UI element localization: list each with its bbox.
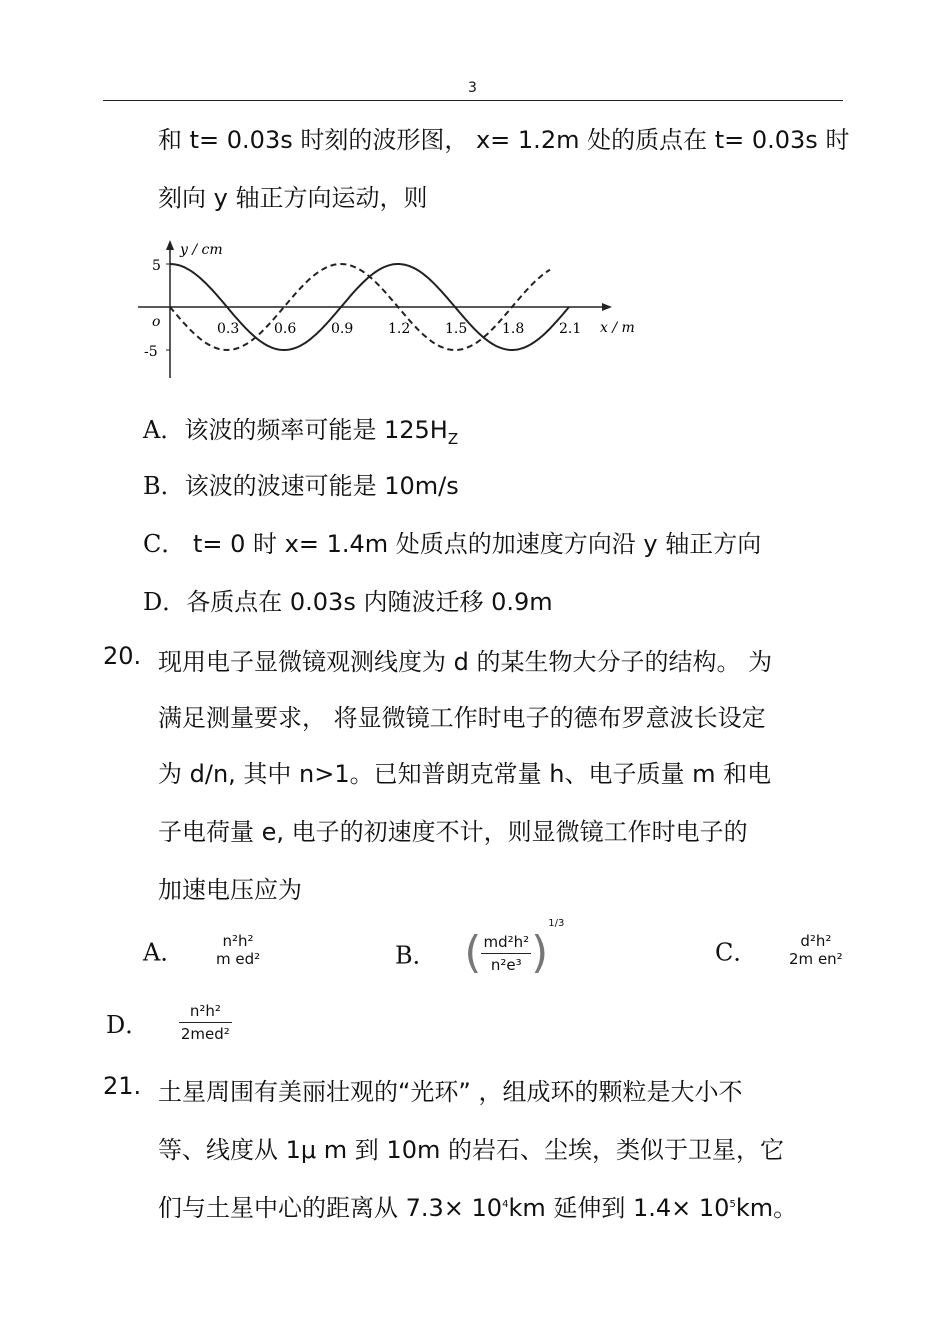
q20-option-a[interactable] [143, 932, 262, 968]
q20-text-line-5: 加速电压应为 [158, 876, 302, 904]
q20-text-line-3: 为 d/n, 其中 n>1。已知普朗克常量 h、电子质量 m 和电 [158, 760, 772, 788]
q21-text-line-3 [158, 1188, 797, 1223]
origin-label: o [152, 314, 161, 330]
option-text: t= 0 时 x= 1.4m 处质点的加速度方向沿 y 轴正方向 [185, 530, 762, 558]
x-ticks [217, 321, 581, 337]
q20-text-line-2: 满足测量要求， 将显微镜工作时电子的德布罗意波长设定 [158, 704, 766, 732]
x-tick-label: 1.5 [445, 321, 468, 337]
x-tick-label: 0.6 [274, 321, 297, 337]
option-letter: B． [395, 941, 437, 970]
denominator: n²e³ [490, 955, 522, 974]
numerator: n²h² [189, 1002, 221, 1020]
x-tick-label: 1.2 [388, 321, 411, 337]
option-letter: A． [143, 938, 185, 967]
x-axis-label: x / m [600, 320, 635, 336]
fraction-bar [481, 953, 531, 954]
fraction [481, 933, 531, 974]
q21-text-line-2: 等、线度从 1μ m 到 10m 的岩石、尘埃，类似于卫星，它 [158, 1136, 784, 1164]
text-segment: 们与土星中心的距离从 7.3× 10 [158, 1194, 503, 1222]
q19-option-a[interactable] [143, 410, 458, 448]
option-letter: C． [143, 530, 186, 558]
x-tick-label: 0.9 [331, 321, 354, 337]
denominator: 2med² [180, 1025, 230, 1043]
option-subscript: Z [447, 429, 459, 448]
q19-option-c[interactable] [143, 524, 761, 559]
superscript: 4 [502, 1199, 509, 1210]
q20-number: 20. [103, 642, 142, 670]
q19-option-b[interactable] [143, 466, 459, 501]
option-letter: D． [106, 1011, 150, 1039]
numerator: md²h² [483, 932, 530, 951]
y-tick-neg5: -5 [144, 344, 158, 360]
q20-option-d[interactable] [106, 1002, 232, 1043]
fraction [179, 1002, 232, 1043]
y-tick-5: 5 [152, 258, 161, 274]
q19-option-d[interactable] [143, 582, 553, 617]
option-letter: C． [715, 938, 758, 967]
x-tick-label: 2.1 [559, 321, 582, 337]
q21-number: 21. [103, 1072, 142, 1100]
text-segment: km 延伸到 1.4× 10 [508, 1194, 730, 1222]
y-axis-arrow [166, 240, 174, 250]
right-paren: ) [531, 927, 549, 978]
option-text: 该波的频率可能是 125H [184, 416, 448, 444]
x-tick-label: 1.8 [502, 321, 525, 337]
q21-text-line-1: 土星周围有美丽壮观的“光环” ，组成环的颗粒是大小不 [158, 1078, 743, 1106]
option-letter: A． [143, 416, 185, 444]
page-number: 3 [468, 80, 477, 96]
q20-text-line-1: 现用电子显微镜观测线度为 d 的某生物大分子的结构。 为 [158, 648, 773, 676]
exponent: 1/3 [548, 918, 565, 929]
header-rule [103, 100, 843, 101]
q20-option-c[interactable] [715, 932, 845, 968]
q20-option-b[interactable] [395, 918, 565, 978]
y-axis-label: y / cm [180, 242, 223, 258]
q20-text-line-4: 子电荷量 e, 电子的初速度不计，则显微镜工作时电子的 [158, 818, 748, 846]
wave-figure [130, 236, 650, 386]
option-letter: B． [143, 472, 185, 500]
fraction [787, 932, 845, 968]
q19-text-line-1: 和 t= 0.03s 时刻的波形图， x= 1.2m 处的质点在 t= 0.03s 时 [158, 126, 850, 154]
superscript: 5 [729, 1199, 736, 1210]
denominator: m ed² [215, 950, 261, 968]
option-text: 该波的波速可能是 10m/s [184, 472, 459, 500]
text-segment: km。 [735, 1194, 798, 1222]
option-text: 各质点在 0.03s 内随波迁移 0.9m [186, 588, 553, 616]
numerator: d²h² [800, 932, 832, 950]
q19-text-line-2: 刻向 y 轴正方向运动，则 [158, 184, 428, 212]
x-tick-label: 0.3 [217, 321, 240, 337]
denominator: 2m en² [789, 950, 843, 968]
option-letter: D． [143, 588, 187, 616]
fraction [214, 932, 262, 968]
left-paren: ( [464, 927, 482, 978]
numerator: n²h² [222, 932, 254, 950]
fraction-bar [179, 1022, 232, 1023]
x-axis-arrow [602, 303, 612, 311]
